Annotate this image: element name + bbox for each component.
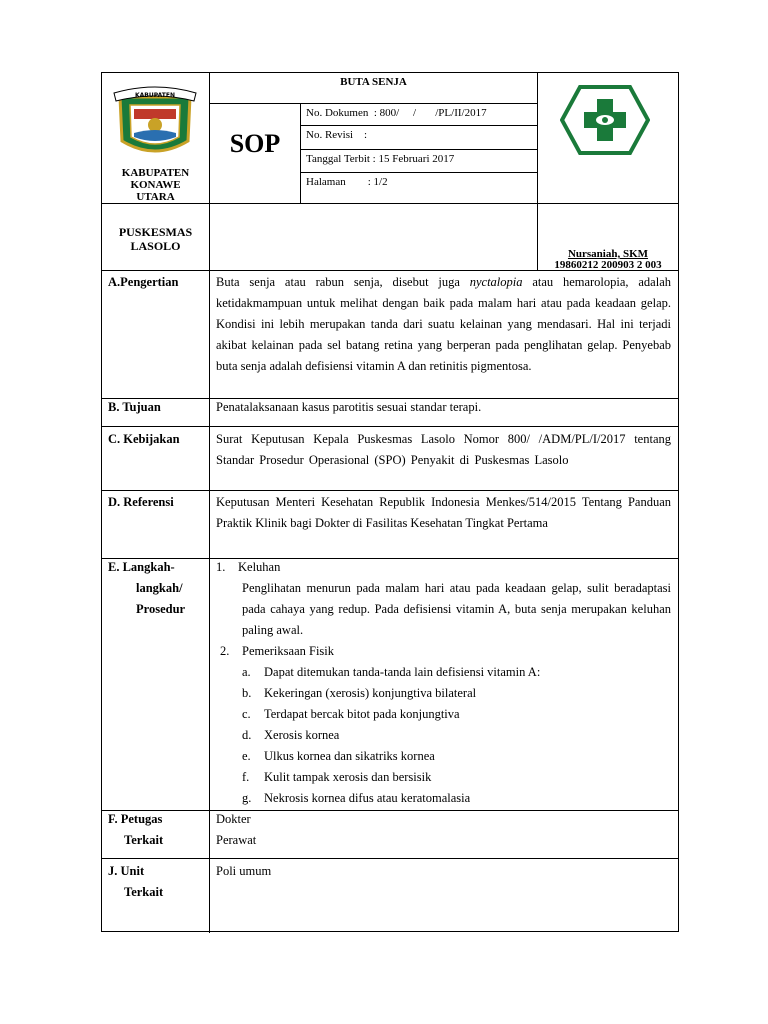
section-text-referensi: Keputusan Menteri Kesehatan Republik Indonesia Menkes/514/2015 Tentang Panduan Praktik Klinik bagi Dokter di Fasilitas Kesehatan Tingkat Pertama: [216, 495, 671, 530]
text-run: Buta senja atau rabun senja, disebut juga: [216, 275, 470, 289]
list-item: [242, 746, 671, 767]
list-marker: e.: [242, 749, 251, 763]
sop-document: [101, 72, 679, 932]
section-label-tujuan: B. Tujuan: [108, 400, 161, 414]
label-line: E. Langkah-: [108, 560, 175, 574]
section-label-langkah: [108, 557, 208, 620]
doc-field-number: No. Dokumen : 800/ / /PL/II/2017: [306, 107, 487, 119]
signatory-name: Nursaniah, SKM: [567, 248, 649, 260]
list-item: [242, 767, 671, 788]
health-center-name: [102, 225, 209, 253]
list-marker: b.: [242, 686, 252, 700]
district-line: KABUPATEN: [121, 167, 190, 179]
row-divider: [300, 149, 537, 150]
header-divider: [537, 73, 538, 270]
doc-field-revision: No. Revisi :: [306, 129, 368, 141]
section-label-petugas: [108, 809, 208, 851]
step-marker: 2.: [220, 644, 230, 658]
step-item: [216, 557, 671, 578]
label-line: Terkait: [124, 885, 164, 899]
sop-label: SOP: [229, 129, 281, 158]
column-divider: [209, 73, 210, 933]
district-line: KONAWE: [130, 179, 181, 191]
health-center-line: LASOLO: [130, 239, 181, 253]
signatory-id: 19860212 200903 2 003: [554, 259, 662, 271]
list-item: [242, 662, 671, 683]
list-text: Dapat ditemukan tanda-tanda lain defisiensi vitamin A:: [264, 665, 541, 679]
puskesmas-logo: [560, 85, 650, 155]
staff-line: Perawat: [216, 833, 257, 847]
district-logo: [110, 83, 200, 163]
header-divider: [300, 103, 301, 203]
list-marker: a.: [242, 665, 251, 679]
row-divider: [102, 858, 678, 859]
list-item: [242, 725, 671, 746]
list-text: Kekeringan (xerosis) konjungtiva bilateral: [264, 686, 477, 700]
list-item: [242, 704, 671, 725]
section-text-tujuan: Penatalaksanaan kasus parotitis sesuai standar terapi.: [216, 400, 482, 414]
step-description: Penglihatan menurun pada malam hari atau pada keadaan gelap, sulit beradaptasi pada cahaya yang redup. Pada defisiensi vitamin A, buta senja merupakan keluhan paling awal.: [242, 581, 671, 637]
section-label-unit: [108, 861, 208, 903]
doc-field-issue-date: Tanggal Terbit : 15 Februari 2017: [306, 153, 455, 165]
doc-field-page: Halaman : 1/2: [306, 176, 388, 188]
label-line: F. Petugas: [108, 812, 163, 826]
district-line: UTARA: [136, 191, 175, 203]
logo-banner-text: KABUPATEN: [135, 92, 175, 99]
signatory: [538, 249, 678, 271]
row-divider: [102, 426, 678, 427]
list-text: Ulkus kornea dan sikatriks kornea: [264, 749, 435, 763]
row-divider: [209, 103, 537, 104]
row-divider: [300, 125, 537, 126]
label-line: J. Unit: [108, 864, 145, 878]
list-item: [242, 788, 671, 809]
list-text: Kulit tampak xerosis dan bersisik: [264, 770, 432, 784]
section-text-pengertian: [216, 272, 671, 377]
section-label-kebijakan: C. Kebijakan: [108, 432, 180, 446]
step-item: [216, 641, 671, 662]
step-title: Keluhan: [238, 560, 281, 574]
document-title: BUTA SENJA: [340, 76, 407, 88]
section-text-langkah: [216, 557, 671, 809]
list-marker: c.: [242, 707, 251, 721]
list-marker: d.: [242, 728, 252, 742]
section-label-referensi: D. Referensi: [108, 495, 174, 509]
text-run: atau hemarolopia, adalah ketidakmampuan untuk melihat dengan baik pada malam hari atau pada keadaan gelap. Kondisi ini lebih merupakan tanda dari suatu kelainan yang mendasari. Hal ini terjadi akibat kelainan pada sel batang retina yang berperan pada penglihatan gelap. Penyebab buta senja adalah defisiensi vitamin A dan retinitis pigmentosa.: [216, 275, 671, 373]
staff-line: Dokter: [216, 812, 251, 826]
section-text-unit: Poli umum: [216, 864, 272, 878]
step-title: Pemeriksaan Fisik: [242, 644, 335, 658]
text-run-italic: nyctalopia: [469, 275, 523, 289]
section-text-petugas: [216, 809, 671, 851]
label-line: Prosedur: [136, 602, 186, 616]
label-line: Terkait: [124, 833, 164, 847]
section-text-kebijakan: Surat Keputusan Kepala Puskesmas Lasolo Nomor 800/ /ADM/PL/I/2017 tentang Standar Prosedur Operasional (SPO) Penyakit di Puskesmas Lasolo: [216, 432, 671, 467]
row-divider: [300, 172, 537, 173]
list-item: [242, 683, 671, 704]
district-name: [102, 167, 209, 203]
label-line: langkah/: [136, 581, 183, 595]
section-label-pengertian: A.Pengertian: [108, 275, 179, 289]
exam-list: [216, 662, 671, 809]
list-text: Terdapat bercak bitot pada konjungtiva: [264, 707, 460, 721]
list-marker: f.: [242, 770, 250, 784]
step-marker: 1.: [216, 560, 226, 574]
list-text: Xerosis kornea: [264, 728, 340, 742]
row-divider: [102, 203, 678, 204]
list-text: Nekrosis kornea difus atau keratomalasia: [264, 791, 471, 805]
health-center-line: PUSKESMAS: [118, 225, 193, 239]
row-divider: [102, 490, 678, 491]
list-marker: g.: [242, 791, 252, 805]
